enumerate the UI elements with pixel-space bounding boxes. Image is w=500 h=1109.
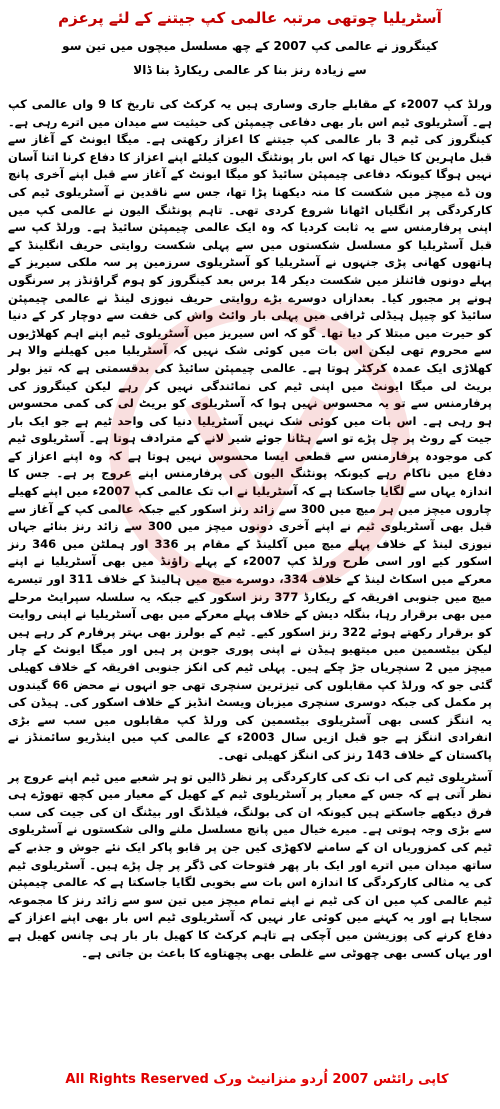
article-title: آسٹریلیا چوتھی مرتبہ عالمی کپ جیتنے کے لئے پرعزم: [58, 9, 442, 27]
footer-english: All Rights Reserved: [65, 1072, 209, 1087]
article-paragraph-1: ورلڈ کپ 2007ء کے مقابلے جاری وساری ہیں یہ کرکٹ کی تاریخ کا 9 واں عالمی کپ ہے۔ آسٹریلوی ٹیم اس بار بھی دفاعی چیمپئن کی حیثیت سے میدان میں اترے رہی ہے۔ کینگروز کی ٹیم 3 بار عالمی کپ جیتنے کا اعزاز رکھتی ہے۔ میگا ایونٹ کے آغاز سے قبل ماہرین کا خیال تھا کہ اس بار پونٹنگ الیون کیلئے اپنے اعزاز کا دفاع کرنا اتنا آسان نہیں ہوگا کیونکہ دفاعی چیمپئن سائیڈ کو میگا ایونٹ کے آغاز سے قبل اپنے آخری پانچ ون ڈے میچز میں شکست کا منہ دیکھنا پڑا تھا، جس سے ناقدین نے آسٹریلوی ٹیم کی کارکردگی پر انگلیاں اٹھانا شروع کردی تھی۔ تاہم پونٹنگ الیون نے عالمی کپ میں اپنی پرفارمنس سے یہ ثابت کردیا کہ وہ ایک عالمی چیمپئن سائیڈ ہے۔ ورلڈ کپ سے قبل آسٹریلیا کو مسلسل شکستوں میں سے پہلی شکست روایتی حریف انگلینڈ کے ہاتھوں کھانی پڑی جنہوں نے آسٹریلیا کو آسٹریلوی سرزمین پر سہ ملکی سیریز کے پہلے دونوں فائنلز میں شکست دیکر 14 برس بعد کینگروز کو ہوم گراؤنڈز پر سرنگوں ہونے پر مجبور کیا۔ بعدازاں دوسرے بڑے روایتی حریف نیوزی لینڈ نے عالمی چیمپئن سائیڈ کو چیپل ہیڈلی ٹرافی میں پہلی بار وائٹ واش کی خفت سے دوچار کر کے دنیا کو حیرت میں مبتلا کر دیا تھا۔ گو کہ اس سیریز میں آسٹریلوی ٹیم اپنے اہم کھلاڑیوں سے محروم تھی لیکن اس بات میں کوئی شک نہیں کہ آسٹریلیا میں کھیلنے والا ہر کھلاڑی ایک عمدہ کرکٹر ہوتا ہے۔ عالمی چیمپئن سائیڈ کی بدقسمتی ہے کہ تیز بولر بریٹ لی میگا ایونٹ میں اپنی ٹیم کی نمائندگی نہیں کر رہے لیکن کینگروز کی پرفارمنس سے تو یہ محسوس نہیں ہوا کہ آسٹریلوی کو بریٹ لی کی کمی محسوس ہو رہی ہے۔ اس بات میں کوئی شک نہیں آسٹریلیا دنیا کی واحد ٹیم ہے جو ایک بار جیت کے روٹ پر چل پڑے تو اسے ہٹانا جوئے شیر لانے کے مترادف ہوتا ہے۔ آسٹریلوی ٹیم کی موجودہ پرفارمنس سے قطعی ایسا محسوس نہیں ہوتا ہے کہ وہ اپنے اعزاز کے دفاع میں ناکام رہے کیونکہ پونٹنگ الیون کی پرفارمنس اپنے عروج پر ہے۔ جس کا اندازہ یہاں سے لگایا جاسکتا ہے کہ آسٹریلیا نے اب تک عالمی کپ 2007ء میں اپنے کھیلے چاروں میچز میں ہر میچ میں 300 سے زائد رنز اسکور کیے جبکہ عالمی کپ کے آغاز سے قبل بھی آسٹریلوی ٹیم نے اپنے آخری دونوں میچز میں 300 سے زائد رنز بنائے جہاں نیوزی لینڈ کے خلاف پہلے میچ میں آکلینڈ کے مقام پر 336 اور ہملٹن میں 346 رنز اسکور کیے اور اسی طرح ورلڈ کپ 2007ء کے پہلے راؤنڈ میں بھی آسٹریلیا نے اپنے معرکے میں اسکاٹ لینڈ کے خلاف 334، دوسرے میچ میں ہالینڈ کے خلاف 311 اور تیسرے میچ میں جنوبی افریقہ کے ریکارڈ 377 رنز اسکور کیے جبکہ یہ سلسلہ سپرایٹ مرحلے میں بھی برقرار رہا، بنگلہ دیش کے خلاف پہلے معرکے میں بھی آسٹریلیا نے اپنی روایت کو برقرار رکھتے ہوئے 322 رنز اسکور کیے۔ ٹیم کے بولرز بھی بہتر پرفارم کر رہے ہیں لیکن بیٹسمین میں میتھیو ہیڈن نے اپنی پوری جوبن پر ہیں اور میگا ایونٹ کے چار میچز میں 2 سنچریاں جڑ چکے ہیں۔ پہلی ٹیم کی انکز جنوبی افریقہ کے خلاف کھیلی گئی جو کہ ورلڈ کپ مقابلوں کی تیزترین سنچری تھی جو انہوں نے محض 66 گیندوں پر مکمل کی جبکہ دوسری سنچری میزبان ویسٹ انڈیز کے خلاف اسکور کی۔ ہیڈن کی یہ اننگز کسی بھی آسٹریلوی بیٹسمین کی ورلڈ کپ مقابلوں میں سب سے بڑی انفرادی اننگز ہے جو قبل ازیں سال 2003ء کے عالمی کپ میں اینڈریو سائمنڈز نے پاکستان کے خلاف 143 رنز کی اننگز کھیلی تھی۔: [8, 97, 493, 762]
subtitle-line-1: کینگروز نے عالمی کپ 2007 کے چھ مسلسل میچوں میں تین سو: [62, 39, 438, 53]
copyright-footer: [0, 1072, 500, 1087]
subtitle-line-2: سے زیادہ رنز بنا کر عالمی ریکارڈ بنا ڈالا: [133, 63, 367, 77]
article-subtitle: [8, 34, 492, 82]
article-paragraph-2: آسٹریلوی ٹیم کی اب تک کی کارکردگی پر نظر ڈالیں تو ہر شعبے میں ٹیم اپنے عروج پر نظر آتی ہے کہ جس کے معیار پر آسٹریلوی ٹیم کے کھیل کے معیار میں کچھ تھوڑے ہی فرق دیکھے جاسکتے ہیں کیونکہ ان کی بولنگ، فیلڈنگ اور بیٹنگ ان کی جیت کی سب سے بڑی وجہ ہوتی ہے۔ میرے خیال میں پانچ مسلسل ملنے والی شکستوں نے آسٹریلوی ٹیم کی کمزوریاں ان کے سامنے لاکھڑی کیں جن پر قابو پاکر ایک نئے جوش و جذبے کے ساتھ میدان میں اترے اور ایک بار پھر فتوحات کی ڈگر پر چل پڑے ہیں۔ آسٹریلوی ٹیم کی یہ مثالی کارکردگی کا اندازہ اس بات سے بخوبی لگایا جاسکتا ہے کہ عالمی چیمپئن ٹیم عالمی کپ میں ان کی ٹیم نے اپنے تمام میچز میں تین سو سے زائد رنز کا مجموعہ سجایا ہے اور یہ کہنے میں کوئی عار نہیں کہ آسٹریلوی ٹیم اس بار بھی اپنے اعزاز کے دفاع کرنے کی پوزیشن میں آچکی ہے تاہم کرکٹ کا کھیل بار بار ہی چانس کھیل ہے اور یہاں کسی بھی چھوٹی سے غلطی بھی پچھتاوے کا باعث بن جاتی ہے۔: [8, 769, 492, 960]
footer-urdu: کاپی رائٹس 2007 اُردو منزانیٹ ورک: [213, 1072, 449, 1087]
